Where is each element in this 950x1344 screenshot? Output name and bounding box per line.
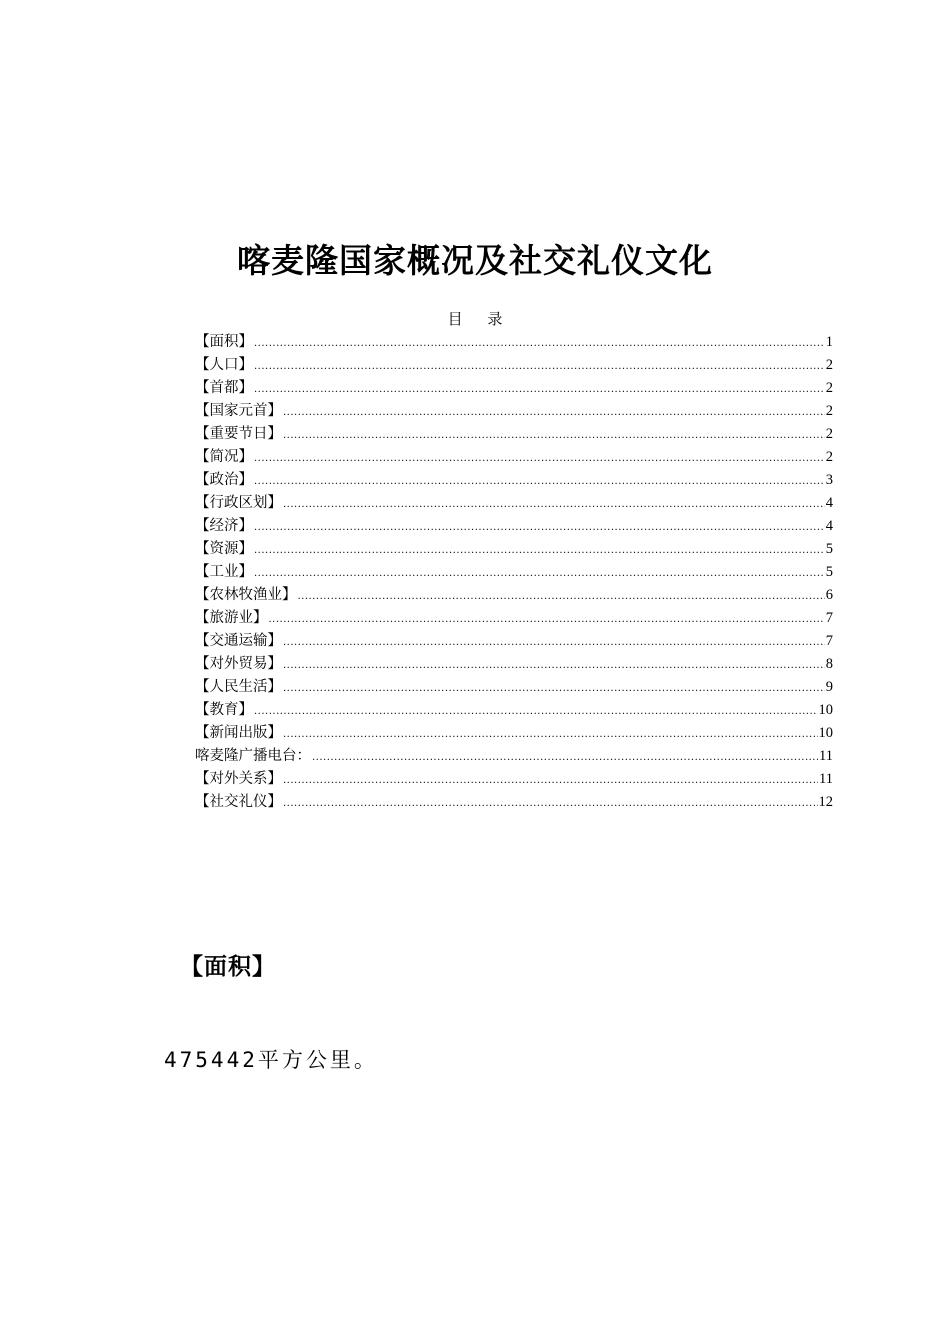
toc-dot-leader <box>269 615 825 625</box>
toc-entry-page: 2 <box>825 403 833 419</box>
toc-dot-leader <box>254 546 825 556</box>
toc-dot-leader <box>254 477 825 487</box>
toc-entry-label: 【对外关系】 <box>195 771 282 787</box>
section-body-text: 475442平方公里。 <box>164 1048 378 1072</box>
toc-entry[interactable] <box>195 377 833 400</box>
toc-entry-page: 2 <box>825 357 833 373</box>
toc-dot-leader <box>283 431 825 441</box>
toc-entry-page: 10 <box>818 725 833 741</box>
document-title: 喀麦隆国家概况及社交礼仪文化 <box>237 241 713 281</box>
toc-dot-leader <box>283 776 818 786</box>
toc-entry[interactable] <box>195 722 833 745</box>
toc-entry[interactable] <box>195 768 833 791</box>
toc-entry-page: 4 <box>825 518 833 534</box>
toc-entry[interactable] <box>195 400 833 423</box>
toc-entry[interactable] <box>195 791 833 814</box>
toc-entry[interactable] <box>195 446 833 469</box>
toc-entry-label: 【工业】 <box>195 564 253 580</box>
toc-entry[interactable] <box>195 584 833 607</box>
toc-entry-page: 11 <box>819 748 833 764</box>
toc-heading: 目 录 <box>447 310 513 328</box>
toc-dot-leader <box>254 523 825 533</box>
toc-dot-leader <box>283 684 825 694</box>
toc-entry[interactable] <box>195 492 833 515</box>
toc-entry-page: 7 <box>825 633 833 649</box>
toc-entry-label: 【政治】 <box>195 472 253 488</box>
toc-entry-page: 6 <box>825 587 833 603</box>
toc-entry-page: 2 <box>825 449 833 465</box>
toc-entry[interactable] <box>195 745 833 768</box>
toc-entry-label: 【行政区划】 <box>195 495 282 511</box>
toc-entry-label: 【对外贸易】 <box>195 656 282 672</box>
toc-entry-page: 2 <box>825 380 833 396</box>
toc-dot-leader <box>283 638 825 648</box>
toc-entry-label: 【人口】 <box>195 357 253 373</box>
toc-dot-leader <box>283 799 818 809</box>
toc-entry-label: 【教育】 <box>195 702 253 718</box>
toc-entry[interactable] <box>195 699 833 722</box>
toc-entry[interactable] <box>195 607 833 630</box>
toc-entry[interactable] <box>195 538 833 561</box>
toc-dot-leader <box>254 707 818 717</box>
toc-entry-label: 【简况】 <box>195 449 253 465</box>
toc-entry[interactable] <box>195 676 833 699</box>
toc-entry-page: 1 <box>825 334 833 350</box>
toc-entry-label: 【社交礼仪】 <box>195 794 282 810</box>
toc-entry-page: 8 <box>825 656 833 672</box>
toc-entry-page: 11 <box>819 771 833 787</box>
toc-entry[interactable] <box>195 630 833 653</box>
toc-entry-label: 【首都】 <box>195 380 253 396</box>
toc-dot-leader <box>254 339 825 349</box>
toc-entry-page: 9 <box>825 679 833 695</box>
toc-entry[interactable] <box>195 354 833 377</box>
toc-dot-leader <box>312 753 818 763</box>
toc-entry-page: 5 <box>825 564 833 580</box>
toc-entry-page: 4 <box>825 495 833 511</box>
toc-entry-label: 【面积】 <box>195 334 253 350</box>
toc-entry-label: 喀麦隆广播电台： <box>195 748 311 764</box>
toc-entry-label: 【新闻出版】 <box>195 725 282 741</box>
toc-entry-label: 【人民生活】 <box>195 679 282 695</box>
toc-entry[interactable] <box>195 423 833 446</box>
toc-entry[interactable] <box>195 469 833 492</box>
toc-entry-page: 7 <box>825 610 833 626</box>
toc-dot-leader <box>283 661 825 671</box>
toc-entry-label: 【经济】 <box>195 518 253 534</box>
toc-dot-leader <box>283 408 825 418</box>
toc-dot-leader <box>254 385 825 395</box>
toc-entry-label: 【资源】 <box>195 541 253 557</box>
toc-entry-label: 【重要节日】 <box>195 426 282 442</box>
toc-entry-page: 12 <box>818 794 833 810</box>
toc-entry-page: 2 <box>825 426 833 442</box>
toc-dot-leader <box>283 500 825 510</box>
toc-dot-leader <box>298 592 825 602</box>
toc-entry-page: 3 <box>825 472 833 488</box>
section-heading: 【面积】 <box>180 954 276 981</box>
toc-entry[interactable] <box>195 561 833 584</box>
toc-entry-label: 【交通运输】 <box>195 633 282 649</box>
toc-entry-page: 5 <box>825 541 833 557</box>
toc-entry-label: 【旅游业】 <box>195 610 268 626</box>
toc-entry-page: 10 <box>818 702 833 718</box>
toc-dot-leader <box>254 454 825 464</box>
toc-entry[interactable] <box>195 331 833 354</box>
toc-entry[interactable] <box>195 653 833 676</box>
toc-entry-label: 【农林牧渔业】 <box>195 587 297 603</box>
toc-entry[interactable] <box>195 515 833 538</box>
toc-entry-label: 【国家元首】 <box>195 403 282 419</box>
toc-dot-leader <box>283 730 818 740</box>
toc-dot-leader <box>254 362 825 372</box>
toc-dot-leader <box>254 569 825 579</box>
table-of-contents <box>195 331 833 814</box>
